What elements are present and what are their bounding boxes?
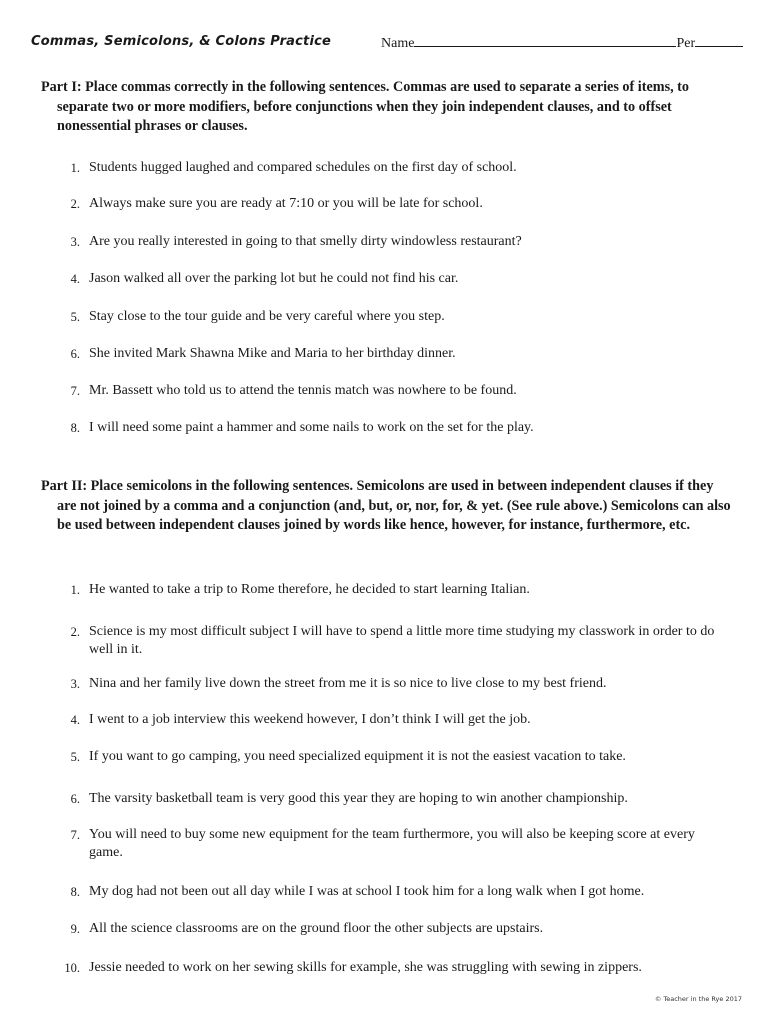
name-label: Name — [381, 36, 415, 51]
item-number: 4. — [70, 713, 80, 727]
item-text: If you want to go camping, you need specialized equipment it is not the easiest vacation to take. — [89, 749, 626, 764]
item-number: 6. — [70, 792, 80, 806]
part1-heading: Part I: Place commas correctly in the following sentences. Commas are used to separate a series of items, to separate two or more modifiers, before conjunctions when they join independent clauses, and to offset nonessential phrases or clauses. — [41, 79, 689, 134]
item-number: 4. — [70, 272, 80, 286]
name-blank — [414, 34, 676, 47]
name-period-line — [381, 34, 743, 52]
item-number: 1. — [70, 161, 80, 175]
item-number: 5. — [70, 310, 80, 324]
item-number: 6. — [70, 347, 80, 361]
copyright-footer: © Teacher in the Rye 2017 — [654, 995, 742, 1003]
item-text: I went to a job interview this weekend however, I don’t think I will get the job. — [89, 712, 531, 727]
item-number: 3. — [70, 677, 80, 691]
item-text: Always make sure you are ready at 7:10 or you will be late for school. — [89, 196, 483, 211]
item-number: 8. — [70, 885, 80, 899]
part2-heading: Part II: Place semicolons in the following sentences. Semicolons are used in between independent clauses if they are not joined by a comma and a conjunction (and, but, or, nor, for, & yet. (See rule above.) Semicolons can also be used between independent clauses joined by words like hence, however, for instance, furthermore, etc. — [41, 478, 731, 533]
item-number: 1. — [70, 583, 80, 597]
item-number: 8. — [70, 421, 80, 435]
item-text: My dog had not been out all day while I was at school I took him for a long walk when I got home. — [89, 884, 645, 899]
page-title: Commas, Semicolons, & Colons Practice — [31, 34, 332, 49]
item-text: All the science classrooms are on the ground floor the other subjects are upstairs. — [89, 921, 544, 936]
item-text: She invited Mark Shawna Mike and Maria to her birthday dinner. — [89, 346, 456, 361]
item-text: Stay close to the tour guide and be very careful where you step. — [89, 309, 445, 324]
item-number: 5. — [70, 750, 80, 764]
item-text: Science is my most difficult subject I will have to spend a little more time studying my classwork in order to do well in it. — [89, 624, 715, 657]
item-text: He wanted to take a trip to Rome therefore, he decided to start learning Italian. — [89, 582, 530, 597]
item-number: 10. — [64, 961, 80, 975]
item-text: Nina and her family live down the street from me it is so nice to live close to my best friend. — [89, 676, 607, 691]
item-text: Students hugged laughed and compared schedules on the first day of school. — [89, 160, 517, 175]
item-text: I will need some paint a hammer and some nails to work on the set for the play. — [89, 420, 534, 435]
item-text: Are you really interested in going to that smelly dirty windowless restaurant? — [89, 234, 522, 249]
item-text: Jessie needed to work on her sewing skills for example, she was struggling with sewing in zippers. — [89, 960, 642, 975]
period-label: Per — [676, 36, 696, 51]
item-number: 9. — [70, 922, 80, 936]
item-number: 7. — [70, 384, 80, 398]
item-text: Jason walked all over the parking lot but he could not find his car. — [89, 271, 459, 286]
item-number: 3. — [70, 235, 80, 249]
item-text: You will need to buy some new equipment for the team furthermore, you will also be keeping score at every game. — [89, 827, 695, 860]
item-text: The varsity basketball team is very good this year they are hoping to win another championship. — [89, 791, 628, 806]
item-text: Mr. Bassett who told us to attend the tennis match was nowhere to be found. — [89, 383, 517, 398]
period-blank — [695, 34, 743, 47]
item-number: 2. — [70, 625, 80, 639]
item-number: 7. — [70, 828, 80, 842]
item-number: 2. — [70, 197, 80, 211]
